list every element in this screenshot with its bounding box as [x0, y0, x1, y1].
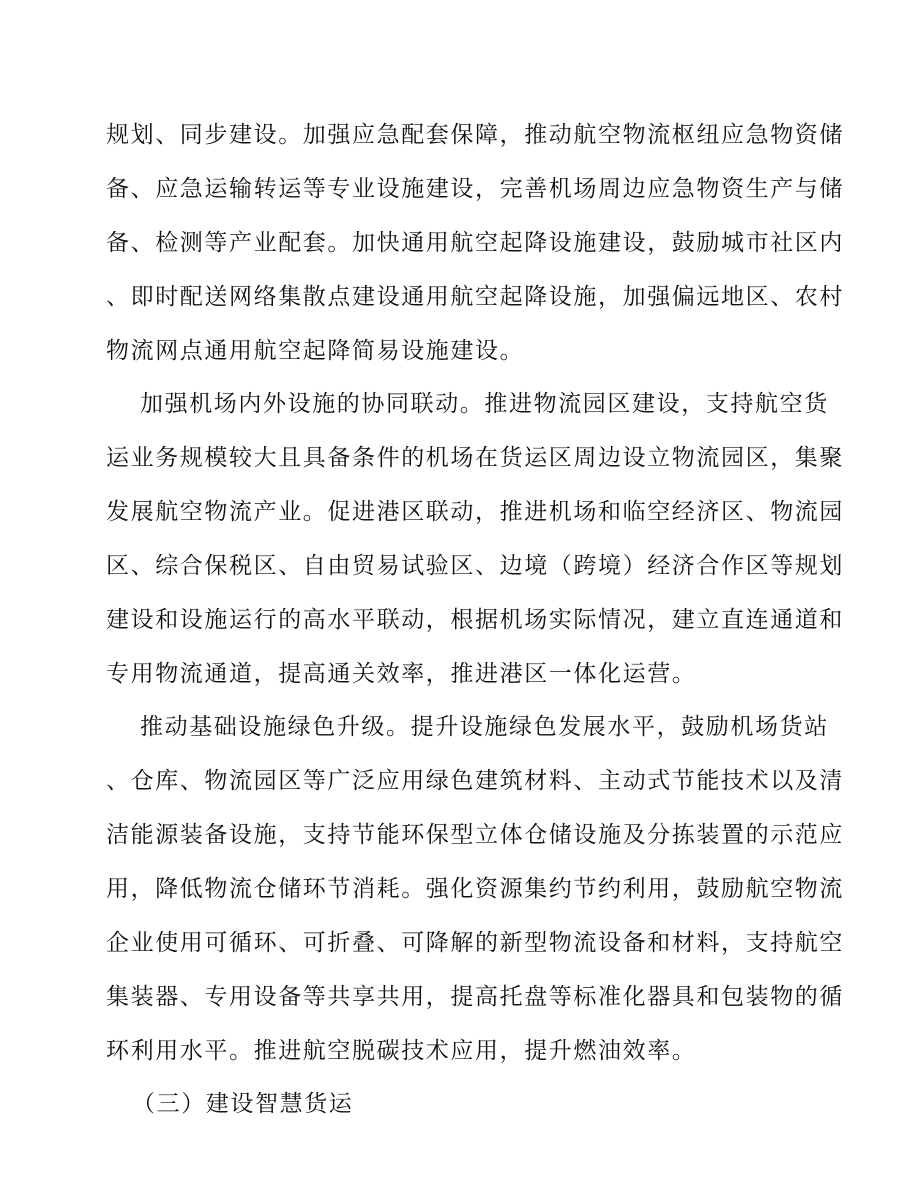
paragraph-1-line-4: 、即时配送网络集散点建设通用航空起降设施，加强偏远地区、农村	[106, 284, 844, 310]
paragraph-2-line-5: 建设和设施运行的高水平联动，根据机场实际情况，建立直连通道和	[106, 607, 844, 633]
paragraph-3-line-1: 推动基础设施绿色升级。提升设施绿色发展水平，鼓励机场货站	[140, 714, 829, 740]
paragraph-3-line-3: 洁能源装备设施，支持节能环保型立体仓储设施及分拣装置的示范应	[106, 822, 844, 848]
paragraph-2-line-2: 运业务规模较大且具备条件的机场在货运区周边设立物流园区，集聚	[106, 445, 844, 471]
paragraph-1-line-5: 物流网点通用航空起降简易设施建设。	[106, 338, 525, 364]
paragraph-3-line-5: 企业使用可循环、可折叠、可降解的新型物流设备和材料，支持航空	[106, 930, 844, 956]
paragraph-2-line-1: 加强机场内外设施的协同联动。推进物流园区建设，支持航空货	[140, 391, 829, 417]
paragraph-3-line-2: 、仓库、物流园区等广泛应用绿色建筑材料、主动式节能技术以及清	[106, 768, 844, 794]
paragraph-2-line-6: 专用物流通道，提高通关效率，推进港区一体化运营。	[106, 661, 697, 687]
paragraph-3-line-7: 环利用水平。推进航空脱碳技术应用，提升燃油效率。	[106, 1038, 697, 1064]
paragraph-1-line-1: 规划、同步建设。加强应急配套保障，推动航空物流枢纽应急物资储	[106, 122, 844, 148]
paragraph-2-line-3: 发展航空物流产业。促进港区联动，推进机场和临空经济区、物流园	[106, 499, 844, 525]
section-heading: （三）建设智慧货运	[132, 1091, 354, 1117]
paragraph-1-line-3: 备、检测等产业配套。加快通用航空起降设施建设，鼓励城市社区内	[106, 230, 844, 256]
paragraph-1-line-2: 备、应急运输转运等专业设施建设，完善机场周边应急物资生产与储	[106, 176, 844, 202]
paragraph-3-line-4: 用，降低物流仓储环节消耗。强化资源集约节约利用，鼓励航空物流	[106, 876, 844, 902]
paragraph-3-line-6: 集装器、专用设备等共享共用，提高托盘等标准化器具和包装物的循	[106, 984, 844, 1010]
paragraph-2-line-4: 区、综合保税区、自由贸易试验区、边境（跨境）经济合作区等规划	[106, 553, 844, 579]
